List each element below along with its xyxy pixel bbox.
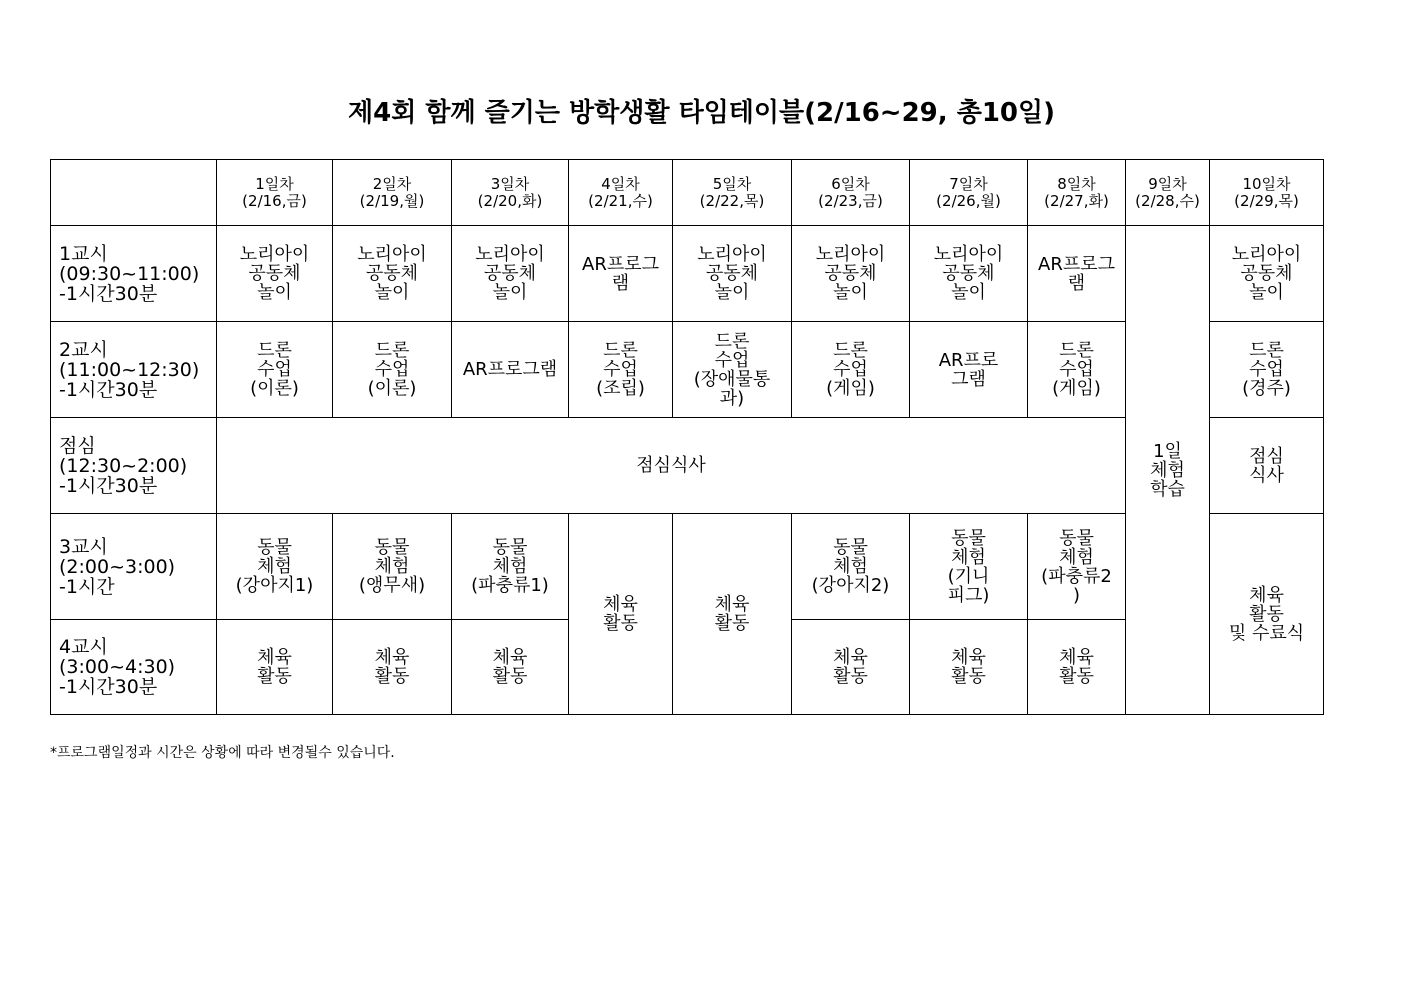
schedule-cell: AR프로그 램: [1028, 226, 1126, 322]
day-header: 2일차 (2/19,월): [333, 160, 452, 226]
day-header: 8일차 (2/27,화): [1028, 160, 1126, 226]
schedule-cell: 점심 식사: [1210, 418, 1324, 514]
period-row-1: [51, 226, 1324, 322]
schedule-cell: 동물 체험 (파충류2 ): [1028, 514, 1126, 620]
schedule-cell: AR프로 그램: [910, 322, 1028, 418]
lunch-merged-cell: 점심식사: [217, 418, 1126, 514]
schedule-cell: 노리아이 공동체 놀이: [1210, 226, 1324, 322]
day-header: 1일차 (2/16,금): [217, 160, 333, 226]
day9-field-trip-cell: 1일 체험 학습: [1126, 226, 1210, 715]
period-label: 점심 (12:30~2:00) -1시간30분: [51, 418, 217, 514]
page-title: 제4회 함께 즐기는 방학생활 타임테이블(2/16~29, 총10일): [348, 98, 1055, 128]
schedule-cell: 노리아이 공동체 놀이: [792, 226, 910, 322]
schedule-cell: 드론 수업 (게임): [1028, 322, 1126, 418]
schedule-cell: 드론 수업 (장애물통 과): [673, 322, 792, 418]
schedule-cell: 노리아이 공동체 놀이: [452, 226, 569, 322]
schedule-cell: 동물 체험 (강아지1): [217, 514, 333, 620]
schedule-cell: 드론 수업 (게임): [792, 322, 910, 418]
schedule-cell: 체육 활동: [1028, 620, 1126, 715]
header-row: [51, 160, 1324, 226]
day-header: 10일차 (2/29,목): [1210, 160, 1324, 226]
day-header: 5일차 (2/22,목): [673, 160, 792, 226]
schedule-cell: 노리아이 공동체 놀이: [217, 226, 333, 322]
schedule-cell: 노리아이 공동체 놀이: [673, 226, 792, 322]
day-header: 6일차 (2/23,금): [792, 160, 910, 226]
day-header: 4일차 (2/21,수): [569, 160, 673, 226]
period-label: 3교시 (2:00~3:00) -1시간: [51, 514, 217, 620]
period-label: 4교시 (3:00~4:30) -1시간30분: [51, 620, 217, 715]
schedule-cell: 체육 활동: [569, 514, 673, 715]
period-label: 2교시 (11:00~12:30) -1시간30분: [51, 322, 217, 418]
schedule-cell: 드론 수업 (경주): [1210, 322, 1324, 418]
day-header: 3일차 (2/20,화): [452, 160, 569, 226]
schedule-cell: 체육 활동: [910, 620, 1028, 715]
schedule-cell: 동물 체험 (강아지2): [792, 514, 910, 620]
schedule-cell: 체육 활동: [792, 620, 910, 715]
timetable: [50, 159, 1324, 715]
schedule-cell: 체육 활동: [333, 620, 452, 715]
period-label: 1교시 (09:30~11:00) -1시간30분: [51, 226, 217, 322]
schedule-cell: 동물 체험 (앵무새): [333, 514, 452, 620]
schedule-cell: 노리아이 공동체 놀이: [910, 226, 1028, 322]
schedule-cell: 체육 활동: [452, 620, 569, 715]
schedule-cell: AR프로그 램: [569, 226, 673, 322]
schedule-cell: 동물 체험 (기니 피그): [910, 514, 1028, 620]
schedule-cell: 드론 수업 (조립): [569, 322, 673, 418]
schedule-cell: AR프로그램: [452, 322, 569, 418]
day-header: 7일차 (2/26,월): [910, 160, 1028, 226]
schedule-cell: 드론 수업 (이론): [333, 322, 452, 418]
corner-cell: [51, 160, 217, 226]
schedule-cell: 드론 수업 (이론): [217, 322, 333, 418]
schedule-cell: 체육 활동 및 수료식: [1210, 514, 1324, 715]
schedule-cell: 노리아이 공동체 놀이: [333, 226, 452, 322]
footnote: *프로그램일정과 시간은 상황에 따라 변경될수 있습니다.: [50, 745, 395, 761]
schedule-cell: 동물 체험 (파충류1): [452, 514, 569, 620]
schedule-cell: 체육 활동: [217, 620, 333, 715]
schedule-cell: 체육 활동: [673, 514, 792, 715]
day-header: 9일차 (2/28,수): [1126, 160, 1210, 226]
